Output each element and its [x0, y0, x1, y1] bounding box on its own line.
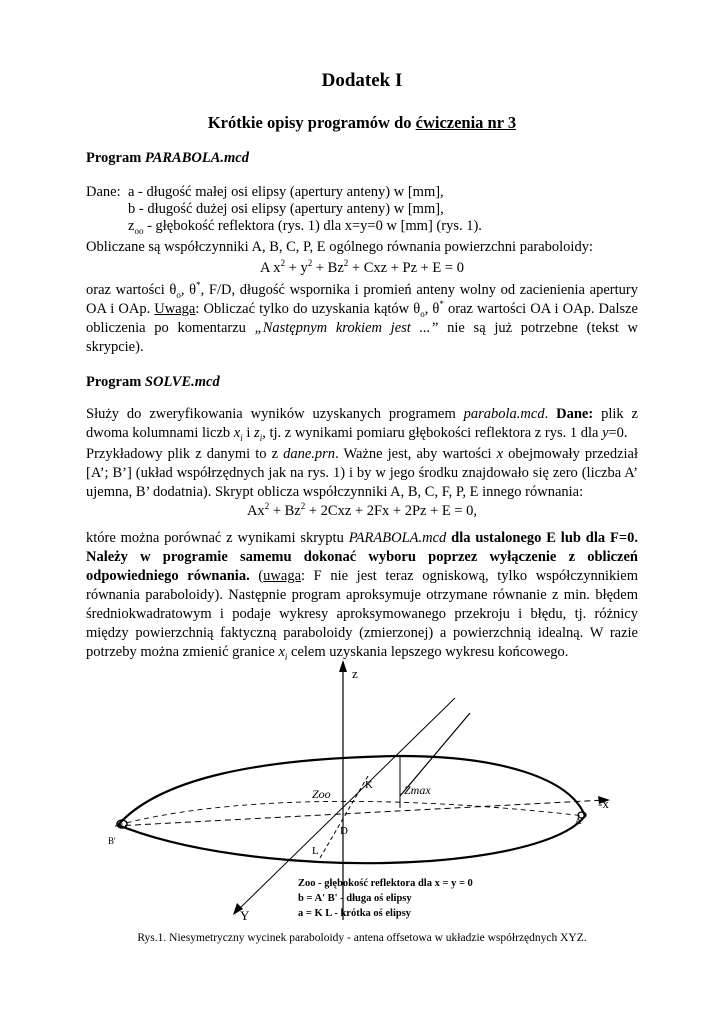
legend-line-2: b = A' B' - długa oś elipsy [298, 893, 412, 904]
legend-line-1: Zoo - głębokość reflektora dla x = y = 0 [298, 878, 473, 889]
paragraph-sluzy: Służy do zweryfikowania wyników uzyskanych programem parabola.mcd. Dane: plik z dwoma kolumnami liczb $x_i$ i $z_i$, tj. z wynikami pomiaru głębokości reflektora z rys. 1 dla y=0. [86, 406, 638, 443]
dane-b: b - długość dużej osi elipsy (apertury anteny) w [mm], [128, 201, 444, 217]
paraboloid-outline [118, 756, 585, 863]
section-heading-solve: Program SOLVE.mcd [86, 374, 220, 390]
paragraph-ktore: które można porównać z wynikami skryptu PARABOLA.mcd dla ustalonego E lub dla F=0. Należy w programie samemu dokonać wyboru poprzez wyłączenie z obliczeń odpowiedniego równania. (uwaga: F nie jest teraz ogniskową, tylko współczynnikiem równania paraboloidy). Następnie program aproksymuje otrzymane równanie z min. błędem średniokwadratowym i podaje wykresy aproksymowanego przekroju i błędu, tj. różnicy między powierzchnią faktyczną paraboloidy (zmierzonej) a powierzchnią idealną. W razie potrzeby można zmienić granice $x_i$ celem uzyskania lepszego wykresu końcowego. [86, 530, 638, 662]
equation-2: $Ax^2 + Bz^2 + 2Cxz + 2Fx + 2Pz + E = 0$, [246, 501, 478, 519]
zmax-label: Zmax [404, 783, 431, 797]
z-axis-label: z [352, 666, 358, 681]
page-subtitle: Krótkie opisy programów do ćwiczenia nr 3 [207, 113, 517, 132]
b-prime-label: B' [108, 836, 116, 846]
zoo-label: Zoo [312, 787, 331, 801]
a-prime-label: A' [575, 816, 584, 826]
dane-a: a - długość małej osi elipsy (apertury anteny) w [mm], [128, 184, 444, 200]
z-axis-arrow [339, 660, 347, 672]
dane-label: Dane: [86, 184, 121, 200]
d-label: D [340, 825, 348, 837]
dane-z: $z_{oo}$ - głębokość reflektora (rys. 1) dla x=y=0 w [mm] (rys. 1). [128, 218, 482, 236]
legend-line-3: a = K L - krótka oś elipsy [298, 908, 412, 919]
page-title: Dodatek I [321, 70, 403, 91]
paragraph-oraz: oraz wartości $\theta_o$, θ*, F/D, długość wspornika i promień anteny wolny od zacienienia apertury OA i OAp. Uwaga: Obliczać tylko do uzyskania kątów $\theta_o$, θ* oraz wartości OA i OAp. Dalsze obliczenia po komentarzu „Następnym krokiem jest ...” nie są już potrzebne (tekst w skrypcie). [86, 280, 638, 355]
x-axis-label: -x [598, 796, 609, 811]
obliczane-line: Obliczane są współczynniki A, B, C, P, E ogólnego równania powierzchni paraboloidy: [86, 239, 593, 255]
y-axis-label: Y [240, 908, 250, 923]
l-label: L [312, 845, 319, 857]
k-label: K [365, 779, 373, 791]
paragraph-przykladowy: Przykładowy plik z danymi to z dane.prn. Ważne jest, aby wartości x obejmowały przedział [A’; B’] (układ współrzędnych jak na rys. 1) i by w jego środku znajdowało się zero (liczba A’ ujemna, B’ dodatnia). Skrypt oblicza współczynniki A, B, C, F, P, E innego równania: [86, 446, 639, 500]
paraboloid-figure [100, 658, 640, 928]
equation-1: A $x^2 + y^2 + Bz^2$ + Cxz + Pz + E = 0 [260, 258, 464, 276]
x-axis-line [115, 800, 605, 826]
figure-caption: Rys.1. Niesymetryczny wycinek paraboloidy - antena offsetowa w układzie współrzędnych XYZ. [137, 932, 587, 944]
section-heading-parabola: Program PARABOLA.mcd [86, 150, 249, 166]
